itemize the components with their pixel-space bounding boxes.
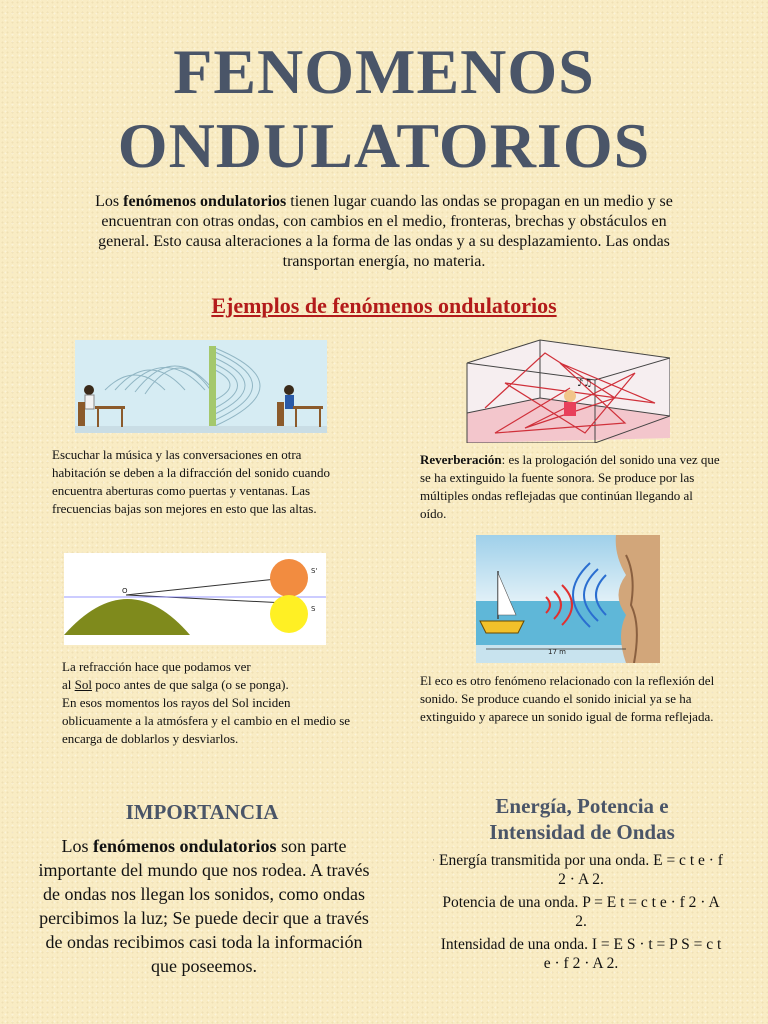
refraction-line2 (62, 676, 352, 694)
refraction-illustration (64, 553, 326, 645)
formula-energy-text: Energía transmitida por una onda. E = c t e · f 2 · A 2. (439, 852, 723, 888)
formula-power: Potencia de una onda. P = E t = c t e · f 2 · A 2. (442, 894, 720, 930)
echo-illustration (476, 535, 660, 663)
diffraction-illustration (75, 340, 327, 433)
reverberation-caption (420, 451, 720, 523)
importance-bold: fenómenos ondulatorios (93, 836, 277, 856)
refraction-caption (62, 658, 352, 748)
svg-text:♪♫: ♪♫ (577, 378, 593, 389)
importance-rest: son parte importante del mundo que nos rodea. A través de ondas nos llegan los sonidos, como ondas percibimos la luz; Se puede decir que a través de ondas recibimos casi toda la información que poseemos. (38, 836, 370, 976)
diffraction-caption: Escuchar la música y las conversaciones en otra habitación se deben a la difracción del sonido cuando encuentra aberturas como puertas y ventanas. Las frecuencias bajas son mejores en esto que las altas. (52, 447, 330, 516)
page-title-line2: ONDULATORIOS (117, 110, 651, 181)
formula-intensity: Intensidad de una onda. I = E S · t = P S = c t e · f 2 · A 2. (440, 936, 722, 972)
reverberation-image (465, 338, 670, 443)
refraction-line1: La refracción hace que podamos ver (62, 659, 251, 674)
diffraction-image (75, 340, 327, 433)
refraction-rest: En esos momentos los rayos del Sol inciden oblicuamente a la atmósfera y el cambio en el medio se encarga de doblarlos y desviarlos. (62, 695, 351, 746)
formula-bullet: · (432, 855, 435, 865)
sol-link[interactable]: Sol (74, 677, 92, 692)
energy-formulas (432, 851, 726, 973)
energy-heading (430, 793, 734, 845)
refraction-observer-label: O (122, 587, 128, 595)
reverberation-illustration (465, 338, 670, 443)
echo-image (476, 535, 660, 663)
refraction-line2-prefix: al (62, 677, 75, 692)
intro-bold: fenómenos ondulatorios (123, 193, 287, 210)
intro-prefix: Los (95, 193, 124, 210)
importance-prefix: Los (61, 836, 93, 856)
formula-energy (432, 851, 726, 889)
refraction-real-sun-label: S (311, 605, 316, 613)
importance-heading: IMPORTANCIA (125, 800, 279, 824)
energy-heading-line2: Intensidad de Ondas (489, 820, 675, 844)
refraction-image (64, 553, 326, 645)
reverberation-rest: : es la prologación del sonido una vez que se ha extinguido la fuente sonora. Se produce por las múltiples ondas reflejadas que continúan llegando al oído. (420, 452, 720, 521)
energy-heading-line1: Energía, Potencia e (495, 794, 669, 818)
importance-paragraph (36, 834, 372, 978)
page-title-line1: FENOMENOS (173, 36, 595, 107)
refraction-apparent-sun-label: S' (311, 567, 318, 575)
echo-distance-label: 17 m (548, 648, 566, 656)
reverberation-term: Reverberación (420, 452, 502, 467)
intro-rest: tienen lugar cuando las ondas se propagan en un medio y se encuentran con otras ondas, con cambios en el medio, fronteras, brechas y obstáculos en general. Esto causa alteraciones a la forma de las ondas y a su desplazamiento. Las ondas transportan energía, no materia. (98, 193, 673, 270)
refraction-line2-rest: poco antes de que salga (o se ponga). (91, 677, 289, 692)
echo-caption: El eco es otro fenómeno relacionado con la reflexión del sonido. Se produce cuando el sonido inicial ya se ha extinguido y aparece un sonido igual de forma reflejada. (420, 673, 715, 724)
intro-paragraph (80, 192, 688, 272)
examples-heading: Ejemplos de fenómenos ondulatorios (211, 293, 557, 318)
